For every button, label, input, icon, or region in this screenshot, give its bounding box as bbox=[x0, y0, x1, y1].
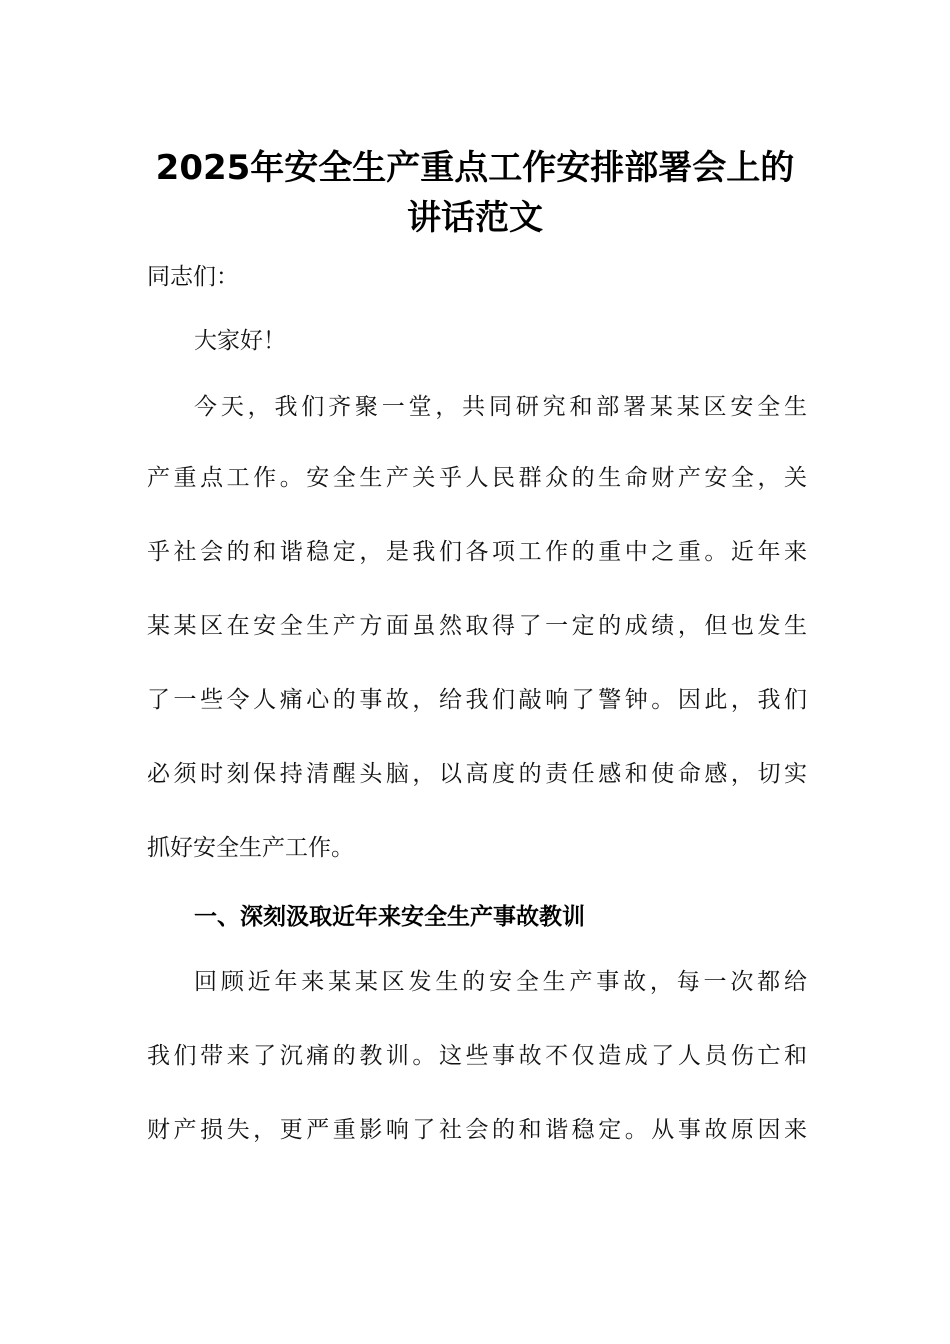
paragraph-1-line-6: 必须时刻保持清醒头脑，以高度的责任感和使命感，切实 bbox=[147, 761, 807, 787]
paragraph-1-line-7: 抓好安全生产工作。 bbox=[147, 835, 354, 861]
section-1-heading: 一、深刻汲取近年来安全生产事故教训 bbox=[194, 904, 585, 930]
paragraph-1-line-3: 乎社会的和谐稳定，是我们各项工作的重中之重。近年来 bbox=[147, 539, 807, 565]
document-title-line-1: 2025年安全生产重点工作安排部署会上的 bbox=[155, 148, 795, 188]
paragraph-1-line-4: 某某区在安全生产方面虽然取得了一定的成绩，但也发生 bbox=[147, 613, 807, 639]
document-title-line-2: 讲话范文 bbox=[407, 198, 543, 238]
paragraph-1-line-1: 今天，我们齐聚一堂，共同研究和部署某某区安全生 bbox=[194, 394, 807, 420]
salutation: 同志们： bbox=[147, 264, 239, 290]
paragraph-1-line-2: 产重点工作。安全生产关乎人民群众的生命财产安全，关 bbox=[147, 465, 807, 491]
paragraph-2-line-1: 回顾近年来某某区发生的安全生产事故，每一次都给 bbox=[194, 969, 807, 995]
paragraph-2-line-2: 我们带来了沉痛的教训。这些事故不仅造成了人员伤亡和 bbox=[147, 1043, 807, 1069]
paragraph-1-line-5: 了一些令人痛心的事故，给我们敲响了警钟。因此，我们 bbox=[147, 687, 807, 713]
greeting: 大家好！ bbox=[194, 328, 286, 354]
paragraph-2-line-3: 财产损失，更严重影响了社会的和谐稳定。从事故原因来 bbox=[147, 1117, 807, 1143]
